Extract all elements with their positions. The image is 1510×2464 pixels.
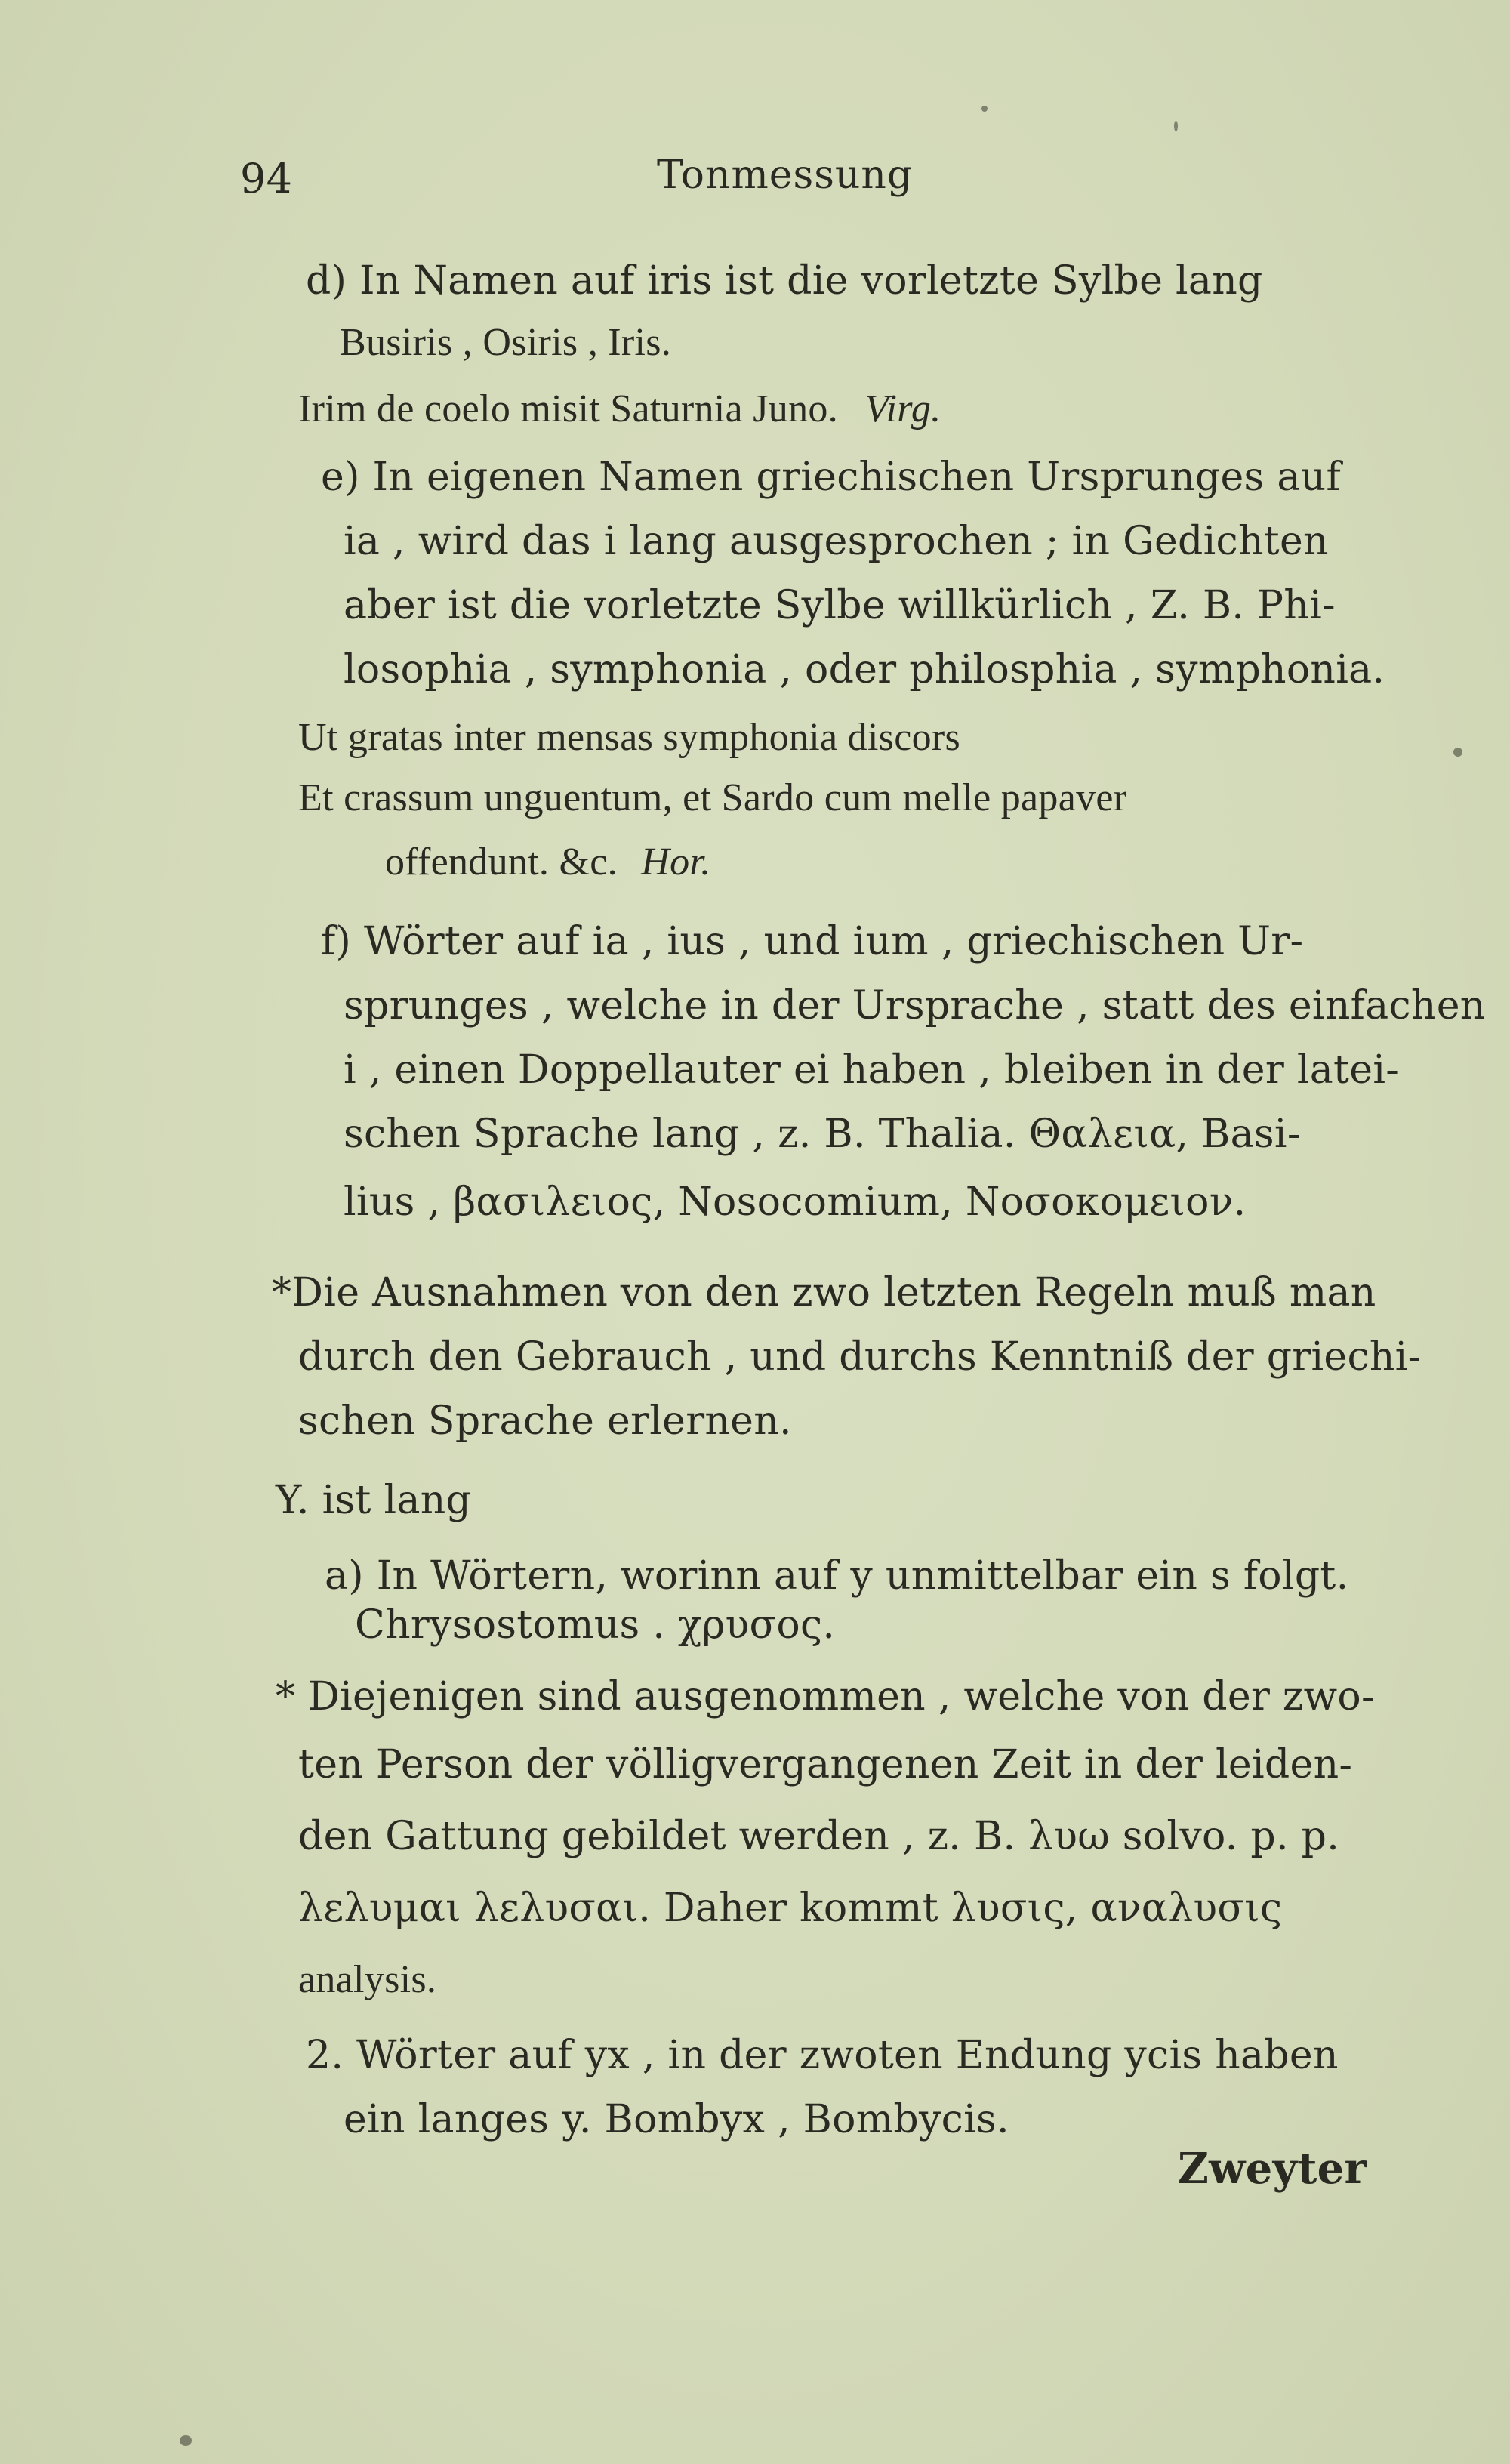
- text-line-28: ein langes y. Bombyx , Bombycis.: [344, 2097, 1009, 2142]
- text-line-21: Chrysostomus . χρυσος.: [355, 1602, 836, 1648]
- text-line-4: e) In eigenen Namen griechischen Ursprunges auf: [321, 455, 1341, 500]
- text-line-8: Ut gratas inter mensas symphonia discors: [298, 716, 961, 759]
- ink-speck: [180, 2435, 192, 2446]
- text-line-16: *Die Ausnahmen von den zwo letzten Regeln muß man: [272, 1270, 1376, 1315]
- verse-end: offendunt. &c.: [385, 840, 618, 884]
- ink-speck: [982, 106, 988, 112]
- text-line-15: lius , βασιλειος, Nosocomium, Νοσοκομειον.: [344, 1180, 1247, 1225]
- running-title: Tonmessung: [657, 153, 914, 198]
- text-line-11: f) Wörter auf ia , ius , und ium , griechischen Ur-: [321, 919, 1304, 964]
- text-line-5: ia , wird das i lang ausgesprochen ; in Gedichten: [344, 519, 1329, 564]
- text-line-6: aber ist die vorletzte Sylbe willkürlich , Z. B. Phi-: [344, 583, 1336, 628]
- text-line-26: analysis.: [298, 1958, 437, 2001]
- text-line-27: 2. Wörter auf yx , in der zwoten Endung ycis haben: [306, 2033, 1339, 2078]
- text-line-19: Y. ist lang: [276, 1478, 472, 1523]
- text-line-2: Busiris , Osiris , Iris.: [340, 321, 672, 364]
- citation-virg: Virg.: [864, 387, 941, 430]
- text-line-14: schen Sprache lang , z. B. Thalia. Θαλεια, Basi-: [344, 1112, 1301, 1157]
- text-line-20: a) In Wörtern, worinn auf y unmittelbar ein s folgt.: [325, 1553, 1349, 1599]
- text-line-18: schen Sprache erlernen.: [298, 1399, 792, 1444]
- verse-quote: Irim de coelo misit Saturnia Juno.: [298, 387, 838, 430]
- text-line-24: den Gattung gebildet werden , z. B. λυω solvo. p. p.: [298, 1814, 1340, 1859]
- text-line-7: losophia , symphonia , oder philosphia , symphonia.: [344, 647, 1385, 692]
- text-line-12: sprunges , welche in der Ursprache , statt des einfachen: [344, 983, 1486, 1028]
- page-number: 94: [240, 155, 293, 202]
- text-line-23: ten Person der völligvergangenen Zeit in der leiden-: [298, 1742, 1353, 1787]
- text-line-22: * Diejenigen sind ausgenommen , welche von der zwo-: [276, 1674, 1375, 1719]
- text-line-1: d) In Namen auf iris ist die vorletzte Sylbe lang: [306, 258, 1263, 304]
- text-line-9: Et crassum unguentum, et Sardo cum melle papaver: [298, 776, 1127, 819]
- text-line-25: λελυμαι λελυσαι. Daher kommt λυσις, αναλυσις: [298, 1886, 1283, 1931]
- text-line-3: [298, 385, 941, 433]
- text-line-17: durch den Gebrauch , und durchs Kenntniß der griechi-: [298, 1334, 1422, 1380]
- text-line-13: i , einen Doppellauter ei haben , bleiben in der latei-: [344, 1047, 1400, 1093]
- text-line-10: [385, 838, 711, 887]
- ink-speck: [1453, 748, 1462, 757]
- citation-hor: Hor.: [641, 840, 711, 884]
- catchword: Zweyter: [1178, 2144, 1367, 2194]
- ink-speck: [1174, 121, 1178, 131]
